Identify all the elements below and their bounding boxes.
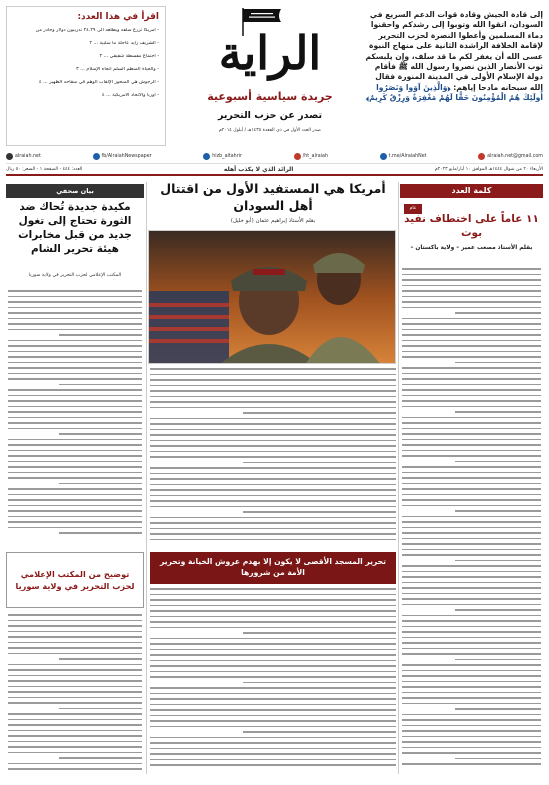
text-line <box>402 323 541 325</box>
clarification-body <box>8 614 142 774</box>
text-line <box>402 290 541 292</box>
text-line <box>8 675 142 677</box>
text-line <box>243 462 396 464</box>
text-line <box>455 659 541 661</box>
text-line <box>59 384 142 386</box>
text-line <box>150 385 396 387</box>
text-line <box>455 461 541 463</box>
text-line <box>150 649 396 651</box>
text-line <box>150 440 396 442</box>
issue-info-bar <box>6 166 543 176</box>
text-line <box>402 307 541 309</box>
publisher-line: تصدر عن حزب التحرير <box>217 110 323 121</box>
newspaper-logo: الراية <box>218 26 322 80</box>
text-line <box>402 648 541 650</box>
text-line <box>402 565 541 567</box>
slogan: الرائد الذي لا يكذب أهله <box>223 166 294 173</box>
text-line <box>8 340 142 342</box>
clarification-headline[interactable]: توضيح من المكتب الإعلامي لحزب التحرير في ولاية سوريا <box>15 569 135 591</box>
text-line <box>150 401 396 403</box>
text-line <box>402 598 541 600</box>
text-line <box>8 505 142 507</box>
text-line <box>150 500 396 502</box>
text-line <box>402 367 541 369</box>
text-line <box>150 594 396 596</box>
text-line <box>402 730 541 732</box>
text-line <box>8 620 142 622</box>
text-line <box>8 691 142 693</box>
text-line <box>150 379 396 381</box>
text-line <box>402 296 541 298</box>
text-line <box>8 356 142 358</box>
text-line <box>402 450 541 452</box>
text-line <box>402 626 541 628</box>
text-line <box>243 511 396 513</box>
text-line <box>243 632 396 634</box>
text-line <box>455 411 541 413</box>
text-line <box>402 587 541 589</box>
text-line <box>8 719 142 721</box>
text-line <box>8 669 142 671</box>
text-line <box>402 318 541 320</box>
text-line <box>8 494 142 496</box>
text-line <box>150 687 396 689</box>
text-line <box>150 396 396 398</box>
text-line <box>402 279 541 281</box>
text-line <box>150 698 396 700</box>
text-line <box>455 609 541 611</box>
text-line <box>402 697 541 699</box>
text-line <box>150 368 396 370</box>
header-appeal <box>365 10 543 150</box>
text-line <box>8 724 142 726</box>
issue-number: العدد: ٤٤٤ - الصفحة ١ - السعر: ٥٠ ريال <box>6 167 83 172</box>
text-line <box>8 411 142 413</box>
text-line <box>150 434 396 436</box>
youtube-icon <box>294 153 301 160</box>
text-line <box>8 417 142 419</box>
contents-item[interactable]: - أمريكا تزرع سلفه ويطلعه الى ٢٤.٢٩ تدريبون دولار وجادر من <box>35 28 159 33</box>
text-line <box>8 389 142 391</box>
text-line <box>402 483 541 485</box>
text-line <box>8 323 142 325</box>
text-line <box>8 614 142 616</box>
text-line <box>402 554 541 556</box>
text-line <box>402 274 541 276</box>
text-line <box>402 703 541 705</box>
text-line <box>150 665 396 667</box>
text-line <box>8 477 142 479</box>
text-line <box>150 643 396 645</box>
text-line <box>150 676 396 678</box>
facebook-link[interactable]: fb/AlraiahNewspaper <box>93 153 152 160</box>
contents-item[interactable]: - الشريف زايد عاجلة ما سلبية ... ٢ <box>89 41 159 46</box>
text-line <box>8 290 142 292</box>
twitter-link[interactable]: hizb_altahrir <box>203 153 242 160</box>
text-line <box>402 571 541 573</box>
column-divider <box>398 182 399 774</box>
text-line <box>150 522 396 524</box>
paper-subtitle: جريدة سياسية أسبوعية <box>207 90 333 103</box>
text-line <box>402 543 541 545</box>
text-line <box>150 737 396 739</box>
text-line <box>150 445 396 447</box>
text-line <box>402 631 541 633</box>
text-line <box>8 444 142 446</box>
text-line <box>8 647 142 649</box>
text-line <box>402 477 541 479</box>
text-line <box>402 472 541 474</box>
text-line <box>402 604 541 606</box>
main-article-body <box>150 368 396 548</box>
text-line <box>8 631 142 633</box>
text-line <box>402 428 541 430</box>
text-line <box>402 389 541 391</box>
text-line <box>402 642 541 644</box>
text-line <box>402 422 541 424</box>
text-line <box>59 433 142 435</box>
text-line <box>8 625 142 627</box>
contents-item[interactable]: - اوربا والاتحاد الأمريكية ... ٤ <box>102 93 159 98</box>
text-line <box>402 538 541 540</box>
text-line <box>150 715 396 717</box>
contents-item[interactable]: - والحياة المنظم السلم اتجاه الإسلام ... ٣ <box>76 67 159 72</box>
text-line <box>402 741 541 743</box>
text-line <box>402 378 541 380</box>
text-line <box>8 653 142 655</box>
text-line <box>8 746 142 748</box>
appeal-text: إلى قادة الجيش وقادة قوات الدعم السريع في السودان، اتقوا الله وتوبوا إلى رشدكم واحقنوا دماء المسلمين وأعطوا النصرة لحزب التحرير لإقامة الخلافة الراشدة الثانية على منهاج النبوة عسى الله أن يغفر لكم ما قد سلف، وإن يلبسكم ثوب الأنصار الذين نصروا رسول الله ﷺ فأقام دولة الإسلام الأولى في المدينة المنورة فقال الله سبحانه مادحا إياهم: <box>365 10 543 92</box>
text-line <box>455 510 541 512</box>
text-line <box>402 395 541 397</box>
text-line <box>8 730 142 732</box>
main-headline[interactable]: أمريكا هي المستفيد الأول من اقتتال أهل السودان <box>160 181 386 213</box>
text-line <box>8 488 142 490</box>
text-line <box>402 345 541 347</box>
text-line <box>59 532 142 534</box>
text-line <box>150 489 396 491</box>
text-line <box>59 708 142 710</box>
text-line <box>8 697 142 699</box>
text-line <box>8 329 142 331</box>
text-line <box>8 516 142 518</box>
text-line <box>402 433 541 435</box>
text-line <box>402 752 541 754</box>
issue-contents-box <box>6 6 166 146</box>
text-line <box>8 373 142 375</box>
text-line <box>150 753 396 755</box>
text-line <box>150 610 396 612</box>
text-line <box>402 268 541 270</box>
text-line <box>8 466 142 468</box>
text-line <box>8 455 142 457</box>
editorial-headline[interactable]: ١١ عاماً على اختطاف نفيد بوت <box>404 213 539 239</box>
text-line <box>8 362 142 364</box>
text-line <box>243 731 396 733</box>
telegram-link[interactable]: t.me/AlraiahNet <box>380 153 427 160</box>
text-line <box>402 285 541 287</box>
sub-article-body <box>150 588 396 773</box>
text-line <box>402 400 541 402</box>
email-link[interactable]: alraiah.net@gmail.com <box>478 153 543 160</box>
text-line <box>8 439 142 441</box>
sub-article-headline[interactable]: تحرير المسجد الأقصى لا يكون إلا بهدم عروش الخيانة وتحرير الأمة من شرورها <box>150 552 396 584</box>
text-line <box>8 301 142 303</box>
text-line <box>8 752 142 754</box>
text-line <box>8 406 142 408</box>
text-line <box>150 671 396 673</box>
text-line <box>150 456 396 458</box>
contents-item[interactable]: - اجتماع مفسطة شقيقي ... ٢ <box>99 54 159 59</box>
quran-verse: ﴿وَالَّذِينَ آوَوا وَنَصَرُوا أُولَئِكَ هُمُ الْمُؤْمِنُونَ حَقًّا لَهُمْ مَغْفِرَةٌ وَرِزْقٌ كَرِيمٌ﴾ <box>365 82 543 103</box>
text-line <box>8 367 142 369</box>
column-divider <box>146 182 147 774</box>
text-line <box>8 686 142 688</box>
masthead <box>185 4 355 144</box>
text-line <box>150 599 396 601</box>
text-line <box>455 312 541 314</box>
generals-photo-illustration <box>149 231 396 364</box>
text-line <box>402 499 541 501</box>
text-line <box>402 439 541 441</box>
editorial-tag: عام <box>404 204 422 214</box>
text-line <box>243 412 396 414</box>
text-line <box>8 702 142 704</box>
text-line <box>8 527 142 529</box>
text-line <box>455 560 541 562</box>
text-line <box>8 318 142 320</box>
text-line <box>402 664 541 666</box>
editorial-body <box>402 268 541 773</box>
twitter-icon <box>203 153 210 160</box>
text-line <box>8 307 142 309</box>
contents-item[interactable]: - الرجوش هي المنحور الإلقاب الوهم في سقاحه الظهير ... ٤ <box>38 80 159 85</box>
text-line <box>59 334 142 336</box>
main-byline: بقلم الأستاذ إبراهيم عثمان (أبو خليل) <box>230 218 316 224</box>
text-line <box>150 495 396 497</box>
text-line <box>402 373 541 375</box>
text-line <box>150 638 396 640</box>
text-line <box>8 312 142 314</box>
text-line <box>150 764 396 766</box>
text-line <box>402 747 541 749</box>
issue-date: الأربعاء ٢٠ من شوال ١٤٤٤هـ الموافق ١٠ أيار/مايو ٢٠٢٣م <box>434 167 543 172</box>
globe-icon <box>6 153 13 160</box>
text-line <box>150 709 396 711</box>
text-line <box>8 499 142 501</box>
text-line <box>402 488 541 490</box>
text-line <box>8 521 142 523</box>
text-line <box>59 483 142 485</box>
telegram-icon <box>380 153 387 160</box>
text-line <box>150 621 396 623</box>
text-line <box>402 444 541 446</box>
text-line <box>8 450 142 452</box>
text-line <box>402 340 541 342</box>
email-icon <box>478 153 485 160</box>
text-line <box>402 334 541 336</box>
text-line <box>8 713 142 715</box>
text-line <box>8 378 142 380</box>
text-line <box>402 549 541 551</box>
press-statement-tab[interactable]: بيان صحفي <box>6 184 144 198</box>
text-line <box>402 620 541 622</box>
text-line <box>150 654 396 656</box>
text-line <box>455 708 541 710</box>
text-line <box>150 660 396 662</box>
text-line <box>150 693 396 695</box>
text-line <box>8 351 142 353</box>
text-line <box>150 759 396 761</box>
text-line <box>402 763 541 765</box>
text-line <box>8 461 142 463</box>
text-line <box>150 473 396 475</box>
text-line <box>150 533 396 535</box>
text-line <box>8 400 142 402</box>
text-line <box>455 758 541 760</box>
text-line <box>402 670 541 672</box>
text-line <box>150 407 396 409</box>
text-line <box>150 484 396 486</box>
text-line <box>402 494 541 496</box>
text-line <box>8 642 142 644</box>
text-line <box>402 714 541 716</box>
text-line <box>59 658 142 660</box>
text-line <box>402 653 541 655</box>
text-line <box>150 418 396 420</box>
social-bar <box>6 150 543 164</box>
text-line <box>402 455 541 457</box>
left-article-body <box>8 290 142 542</box>
text-line <box>8 472 142 474</box>
text-line <box>150 742 396 744</box>
text-line <box>8 428 142 430</box>
website-link[interactable]: alraiah.net <box>6 153 41 160</box>
text-line <box>402 593 541 595</box>
text-line <box>8 741 142 743</box>
text-line <box>402 301 541 303</box>
clarification-box <box>6 552 144 608</box>
text-line <box>8 510 142 512</box>
text-line <box>150 506 396 508</box>
text-line <box>243 682 396 684</box>
text-line <box>402 615 541 617</box>
text-line <box>150 605 396 607</box>
text-line <box>402 675 541 677</box>
text-line <box>402 637 541 639</box>
issue-contents-title: اقرأ في هذا العدد: <box>77 12 159 22</box>
text-line <box>402 582 541 584</box>
text-line <box>150 390 396 392</box>
text-line <box>402 725 541 727</box>
text-line <box>402 521 541 523</box>
text-line <box>402 466 541 468</box>
text-line <box>402 527 541 529</box>
text-line <box>59 757 142 759</box>
text-line <box>8 296 142 298</box>
text-line <box>455 362 541 364</box>
text-line <box>150 748 396 750</box>
text-line <box>402 417 541 419</box>
text-line <box>150 726 396 728</box>
text-line <box>8 422 142 424</box>
editorial-author: بقلم الأستاذ مصعب عمير – ولاية باكستان – <box>410 245 533 251</box>
facebook-icon <box>93 153 100 160</box>
text-line <box>8 636 142 638</box>
text-line <box>402 736 541 738</box>
text-line <box>150 539 396 541</box>
text-line <box>402 351 541 353</box>
youtube-link[interactable]: /ht_alraiah <box>294 153 328 160</box>
text-line <box>402 329 541 331</box>
left-headline[interactable]: مكيدة جديدة تُحاك ضد الثورة تحتاج إلى تغول جديد من قبل مخابرات هيئة تحرير الشام <box>18 201 132 255</box>
text-line <box>402 384 541 386</box>
text-line <box>150 429 396 431</box>
text-line <box>150 528 396 530</box>
text-line <box>8 680 142 682</box>
text-line <box>402 516 541 518</box>
text-line <box>150 588 396 590</box>
text-line <box>150 627 396 629</box>
left-source: المكتب الإعلامي لحزب التحرير في ولاية سوريا <box>28 273 122 278</box>
text-line <box>8 763 142 765</box>
text-line <box>150 451 396 453</box>
text-line <box>8 345 142 347</box>
text-line <box>150 720 396 722</box>
text-line <box>402 681 541 683</box>
issue-line: صدر العدد الأول في ذي القعدة ١٤٣٥هـ / أيلول ٢٠١٤م <box>219 128 321 133</box>
text-line <box>402 356 541 358</box>
text-line <box>402 692 541 694</box>
text-line <box>402 532 541 534</box>
text-line <box>8 735 142 737</box>
text-line <box>402 719 541 721</box>
main-article-photo <box>148 230 396 364</box>
text-line <box>402 406 541 408</box>
text-line <box>150 478 396 480</box>
text-line <box>150 616 396 618</box>
text-line <box>150 423 396 425</box>
text-line <box>402 686 541 688</box>
text-line <box>8 768 142 770</box>
editorial-section-tab[interactable]: كلمة العدد <box>400 184 543 198</box>
text-line <box>402 576 541 578</box>
text-line <box>150 374 396 376</box>
text-line <box>8 395 142 397</box>
text-line <box>8 664 142 666</box>
text-line <box>402 505 541 507</box>
text-line <box>150 517 396 519</box>
text-line <box>150 467 396 469</box>
text-line <box>150 704 396 706</box>
